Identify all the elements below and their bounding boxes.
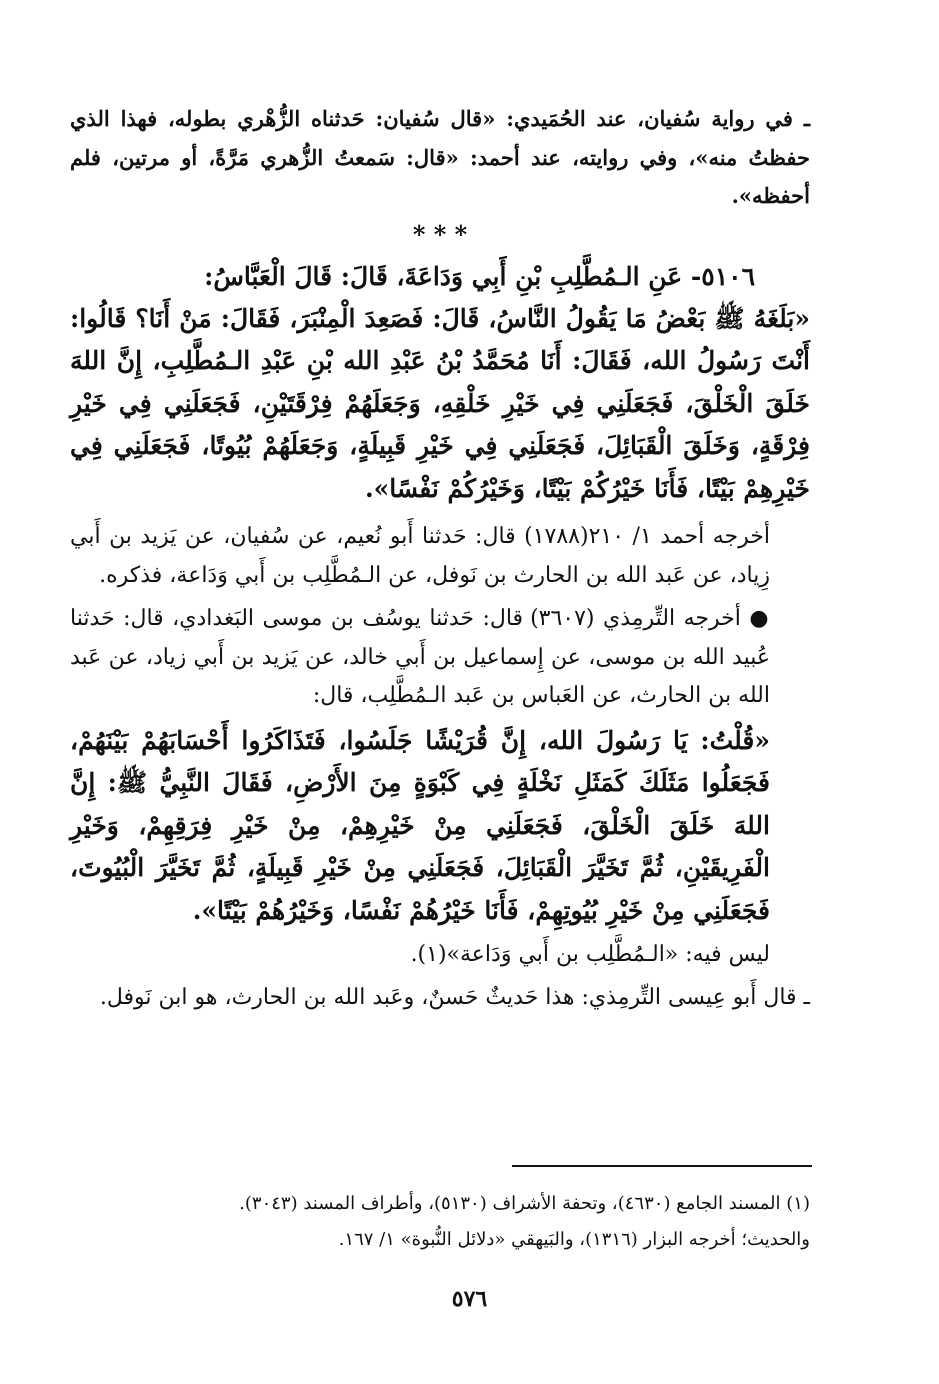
page-number: ٥٧٦ (451, 1286, 488, 1312)
takhrij-tirmidhi (70, 599, 810, 716)
footnote-1-continued: والحديث؛ أخرجه البزار (١٣١٦)، والبَيهقي «دلائل النُّبوة» ١/ ١٦٧. (338, 1229, 810, 1250)
hadith-chain: عَنِ الـمُطَّلِبِ بْنِ أَبِي وَدَاعَةَ، قَالَ: قَالَ الْعَبَّاسُ: (204, 261, 683, 291)
takhrij-ahmad: أخرجه أحمد ١/ ٢١٠(١٧٨٨) قال: حَدثنا أَبو نُعيم، عن سُفيان، عن يَزيد بن أَبي زِياد، عن عَبد الله بن الحارث بن نَوفل، عن الـمُطَّلِب بن أَبي وَدَاعة، فذكره. (70, 524, 770, 588)
bullet-icon: ● (749, 605, 771, 631)
hadith-heading: ٥١٠٦- عَنِ الـمُطَّلِبِ بْنِ أَبِي وَدَاعَةَ، قَالَ: قَالَ الْعَبَّاسُ: (204, 261, 755, 291)
hadith-number: ٥١٠٦ (701, 261, 755, 291)
hadith-text: «بَلَغَهُ ﷺ بَعْضُ مَا يَقُولُ النَّاسُ، قَالَ: فَصَعِدَ الْمِنْبَرَ، فَقَالَ: مَنْ أَنَا؟ قَالُوا: أَنْتَ رَسُولُ الله، فَقَالَ: أَنَا مُحَمَّدُ بْنُ عَبْدِ الله بْنِ عَبْدِ الـمُطَّلِبِ، إِنَّ اللهَ خَلَقَ الْخَلْقَ، فَجَعَلَنِي فِي خَيْرِ خَلْقِهِ، وَجَعَلَهُمْ فِرْقَتَيْنِ، فَجَعَلَنِي فِي خَيْرِ فِرْقَةٍ، وَخَلَقَ الْقَبَائِلَ، فَجَعَلَنِي فِي خَيْرِ قَبِيلَةٍ، وَجَعَلَهُمْ بُيُوتًا، فَجَعَلَنِي فِي خَيْرِهِمْ بَيْتًا، فَأَنَا خَيْرُكُمْ بَيْتًا، وَخَيْرُكُمْ نَفْسًا». (70, 303, 810, 503)
section-separator: * * * (412, 219, 468, 249)
page-body (70, 100, 810, 1017)
note-laysa: ليس فيه: «الـمُطَّلِب بن أَبي وَدَاعة»(١). (410, 942, 770, 967)
footnotes (80, 1186, 810, 1258)
footnote-1: (١) المسند الجامع (٤٦٣٠)، وتحفة الأشراف (٥١٣٠)، وأطراف المسند (٣٠٤٣). (239, 1193, 810, 1214)
intro-paragraph: ـ في رواية سُفيان، عند الحُمَيدي: «قال سُفيان: حَدثناه الزُّهْري بطوله، فهذا الذي حفظتُ منه»، وفي روايته، عند أحمد: «قال: سَمعتُ الزُّهري مَرَّةً، أو مرتين، فلم أحفظه». (70, 106, 810, 208)
footnote-divider (512, 1165, 812, 1167)
takhrij-tirmidhi-text: أخرجه التِّرمِذي (٣٦٠٧) قال: حَدثنا يوسُف بن موسى البَغدادي، قال: حَدثنا عُبيد الله بن موسى، عن إِسماعيل بن أَبي خالد، عن يَزيد بن أَبي زياد، عن عَبد الله بن الحارث، عن العَباس بن عَبد الـمُطَّلِب، قال: (70, 606, 770, 708)
note-tirmidhi: ـ قال أَبو عِيسى التِّرمِذي: هذا حَديثٌ حَسنٌ، وعَبد الله بن الحارث، هو ابن نَوفل. (99, 984, 810, 1010)
hadith-tirmidhi-text: «قُلْتُ: يَا رَسُولَ الله، إِنَّ قُرَيْشًا جَلَسُوا، فَتَذَاكَرُوا أَحْسَابَهُمْ بَيْنَهُمْ، فَجَعَلُوا مَثَلَكَ كَمَثَلِ نَخْلَةٍ فِي كَبْوَةٍ مِنَ الأَرْضِ، فَقَالَ النَّبِيُّ ﷺ: إِنَّ اللهَ خَلَقَ الْخَلْقَ، فَجَعَلَنِي مِنْ خَيْرِهِمْ، مِنْ خَيْرِ فِرَقِهِمْ، وَخَيْرِ الْفَرِيقَيْنِ، ثُمَّ تَخَيَّرَ الْقَبَائِلَ، فَجَعَلَنِي مِنْ خَيْرِ قَبِيلَةٍ، ثُمَّ تَخَيَّرَ الْبُيُوتَ، فَجَعَلَنِي مِنْ خَيْرِ بُيُوتِهِمْ، فَأَنَا خَيْرُهُمْ نَفْسًا، وَخَيْرُهُمْ بَيْتًا». (70, 725, 770, 925)
